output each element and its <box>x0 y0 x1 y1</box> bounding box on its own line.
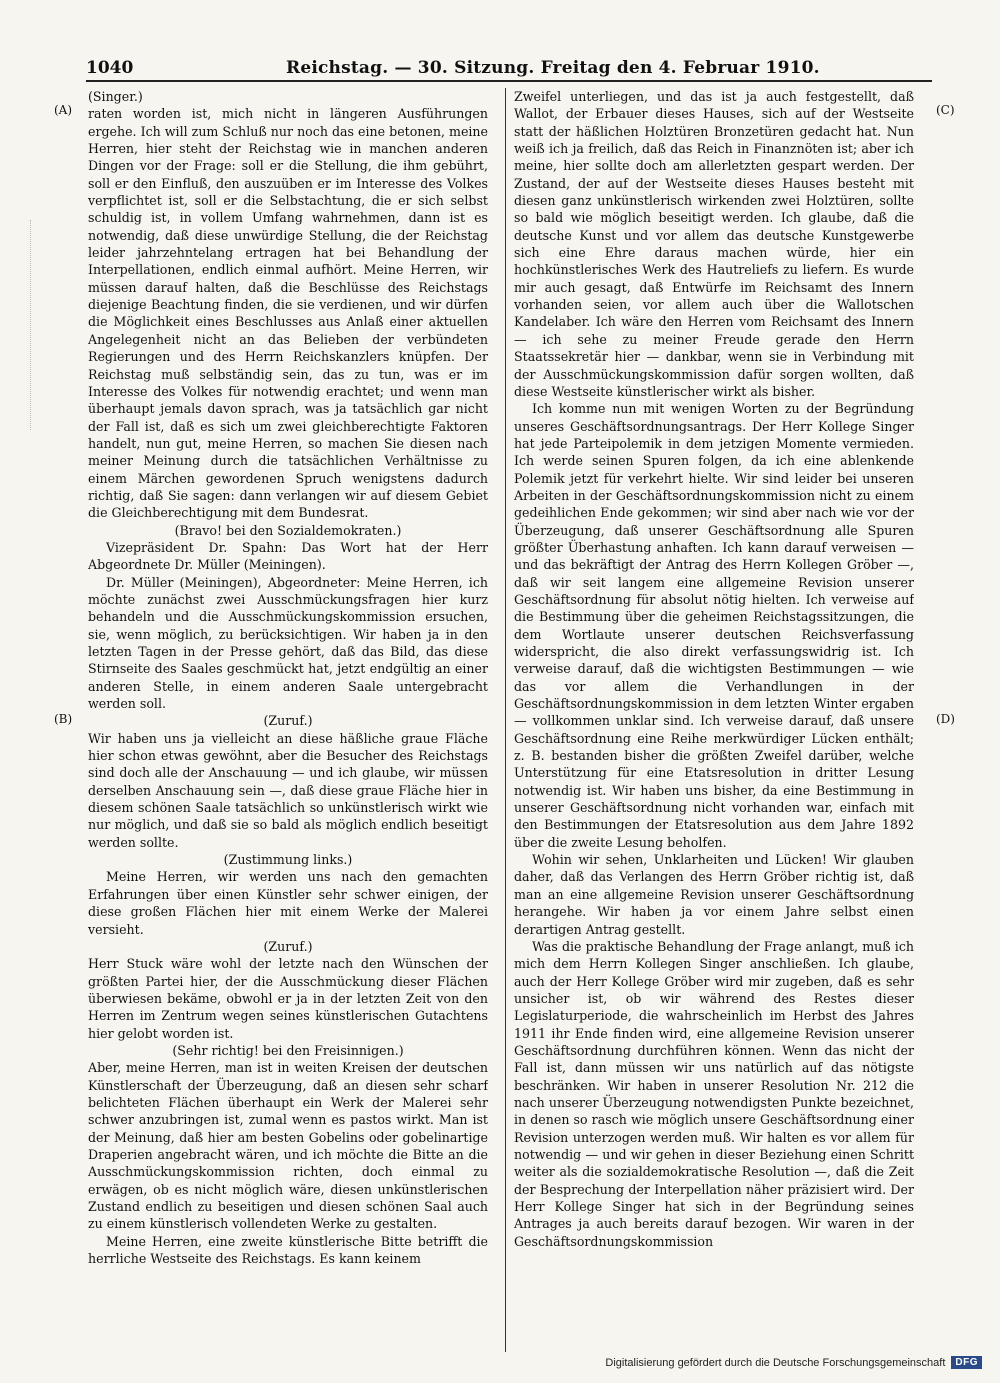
right-column <box>514 88 914 1353</box>
paragraph: Aber, meine Herren, man ist in weiten Kreisen der deutschen Künstlerschaft der Überzeugung, daß an diesen sehr scharf belichteten Flächen überhaupt ein Werk der Malerei sehr schwer anzubringen ist, zumal wenn es pastos wirkt. Man ist der Meinung, daß hier am besten Gobelins oder gobelinartige Draperien angebracht wären, und ich möchte die Bitte an die Ausschmückungskommission richten, doch einmal zu erwägen, ob es nicht möglich wäre, diesen unkünstlerischen Zustand endlich zu beseitigen und diesen schönen Saal auch zu einem künstlerisch vollendeten Werke zu gestalten. <box>88 1060 488 1232</box>
interjection: (Sehr richtig! bei den Freisinnigen.) <box>172 1042 404 1058</box>
paragraph: Meine Herren, eine zweite künstlerische Bitte betrifft die herrliche Westseite des Reichstags. Es kann keinem <box>88 1233 488 1267</box>
left-column <box>88 88 488 1353</box>
paragraph: Meine Herren, wir werden uns nach den gemachten Erfahrungen über einen Künstler sehr schwer einigen, der diese großen Flächen hier mit einem Werke der Malerei versieht. <box>88 869 488 937</box>
paragraph: Ich komme nun mit wenigen Worten zu der Begründung unseres Geschäftsordnungsantrags. Der Herr Kollege Singer hat jede Parteipolemik in dem jetzigen Momente vermieden. Ich werde seinen Spuren folgen, da ich eine ablenkende Polemik jetzt für verkehrt hielte. Wir sind leider bei unseren Arbeiten in der Geschäftsordnungskommission nicht zu einem gedeihlichen Ende gekommen; wir sind aber nach wie vor der Überzeugung, daß unserer Geschäftsordnung alle Spuren größter Überhastung anhaften. Ich kann darauf verweisen — und das bekräftigt der Antrag des Herrn Kollegen Gröber —, daß wir seit langem eine allgemeine Revision unserer Geschäftsordnung für absolut nötig hielten. Ich verweise auf die Bestimmung über die geheimen Reichstagssitzungen, die dem Wortlaute unserer deutschen Reichsverfassung widerspricht, die also direkt verfassungswidrig ist. Ich verweise darauf, daß die wichtigsten Bestimmungen — wie das vor allem die Verhandlungen in der Geschäftsordnungskommission in dem letzten Winter ergaben — vollkommen unklar sind. Ich verweise darauf, daß unsere Geschäftsordnung eine Reihe merkwürdiger Lücken enthält; z. B. bestanden bisher die größten Zweifel darüber, welche Unterstützung für eine Etatsresolution in dritter Lesung notwendig ist. Wir haben uns bisher, da eine Bestimmung in unserer Geschäftsordnung nicht vorhanden war, einfach mit den Bestimmungen der Etatsresolution aus dem Jahre 1892 über die zweite Lesung beholfen. <box>514 401 914 850</box>
margin-marker-d: (D) <box>936 712 955 726</box>
interjection: (Zustimmung links.) <box>223 852 353 868</box>
paragraph: Vizepräsident Dr. Spahn: Das Wort hat der Herr Abgeordnete Dr. Müller (Meiningen). <box>88 539 488 573</box>
interjection: (Zuruf.) <box>263 713 313 729</box>
margin-annotation-line <box>30 220 31 430</box>
speaker-tag: (Singer.) <box>88 89 143 104</box>
running-title: Reichstag. — 30. Sitzung. Freitag den 4. Februar 1910. <box>286 58 820 78</box>
footer <box>605 1356 982 1369</box>
interjection: (Bravo! bei den Sozialdemokraten.) <box>174 522 402 538</box>
paragraph: Zweifel unterliegen, und das ist ja auch festgestellt, daß Wallot, der Erbauer dieses Hauses, sich auf der Westseite statt der häßlichen Holztüren Bronzetüren gedacht hat. Nun weiß ich ja freilich, daß das Reich in Finanznöten ist; aber ich meine, hier sollte doch am allerletzten gespart werden. Der Zustand, der auf der Westseite dieses Hauses besteht mit diesen ganz unkünstlerisch wirkenden zwei Holztüren, sollte so bald wie möglich beseitigt werden. Ich glaube, daß die deutsche Kunst und vor allem das deutsche Kunstgewerbe sich eine Ehre daraus machen würde, hier ein hochkünstlerisches Werk des Hautreliefs zu liefern. Es wurde mir auch gesagt, daß Entwürfe im Reichsamt des Innern vorhanden seien, vor allem auch über die Wallotschen Kandelaber. Ich wäre den Herren vom Reichsamt des Innern — ich sehe zu meiner Freude gerade den Herrn Staatssekretär hier — dankbar, wenn sie in Verbindung mit der Ausschmückungskommission dafür sorgen wollten, daß diese Westseite künstlerischer wirkt als bisher. <box>514 89 914 399</box>
margin-marker-c: (C) <box>936 103 955 117</box>
interjection: (Zuruf.) <box>263 938 313 954</box>
paragraph: Dr. Müller (Meiningen), Abgeordneter: Meine Herren, ich möchte zunächst zwei Ausschmückungsfragen hier kurz behandeln und die Ausschmückungskommission ersuchen, sie, wenn möglich, zu berücksichtigen. Wir haben ja in den letzten Tagen in der Presse gehört, daß das Bild, das diese Stirnseite des Saales geschmückt hat, jetzt endgültig an einer anderen Stelle, in einem anderen Saale untergebracht werden soll. <box>88 574 488 712</box>
paragraph: raten worden ist, mich nicht in längeren Ausführungen ergehe. Ich will zum Schluß nur noch das eine betonen, meine Herren, hier steht der Reichstag wie in manchen anderen Dingen vor der Frage: soll er die Stellung, die ihm gebührt, soll er den Einfluß, den auszuüben er im Interesse des Volkes verpflichtet ist, soll er die Selbstachtung, die er sich selbst schuldig ist, in vollem Umfang wahrnehmen, dann ist es notwendig, daß diese unwürdige Stellung, die der Reichstag leider jahrzehntelang ertragen hat bei Behandlung der Interpellationen, endlich einmal aufhört. Meine Herren, wir müssen darauf halten, daß die Beschlüsse des Reichstags diejenige Beachtung finden, die sie verdienen, und wir dürfen die Möglichkeit eines Beschlusses aus Anlaß einer aktuellen Angelegenheit nicht an das Belieben der verbündeten Regierungen und des Herrn Reichskanzlers knüpfen. Der Reichstag muß selbständig sein, das zu tun, was er im Interesse des Volkes für notwendig erachtet; und wenn man überhaupt jemals davon sprach, was ja tatsächlich gar nicht der Fall ist, daß es sich um zwei gleichberechtigte Faktoren handelt, nun gut, meine Herren, so machen Sie diesen nach meiner Meinung durch die tatsächlichen Verhältnisse zu einem Märchen gewordenen Spruch wenigstens dadurch richtig, daß Sie sagen: dann verlangen wir auf diesem Gebiet die Gleichberechtigung mit dem Bundesrat. <box>88 106 488 521</box>
paragraph: Wohin wir sehen, Unklarheiten und Lücken! Wir glauben daher, daß das Verlangen des Herrn Gröber richtig ist, daß man an eine allgemeine Revision unserer Geschäftsordnung herangehe. Wir haben ja vor einem Jahre selbst einen derartigen Antrag gestellt. <box>514 852 914 937</box>
paragraph: Was die praktische Behandlung der Frage anlangt, muß ich mich dem Herrn Kollegen Singer anschließen. Ich glaube, auch der Herr Kollege Gröber wird mir zugeben, daß es sehr unsicher ist, ob wir während des Restes dieser Legislaturperiode, die wahrscheinlich im Herbst des Jahres 1911 ihr Ende finden wird, eine allgemeine Revision unserer Geschäftsordnung durchführen können. Wenn das nicht der Fall ist, dann müssen wir uns natürlich auf das nötigste beschränken. Wir haben in unserer Resolution Nr. 212 die nach unserer Überzeugung notwendigsten Punkte bezeichnet, in denen so rasch wie möglich unsere Geschäftsordnung einer Revision unterzogen werden muß. Wir halten es vor allem für notwendig — und wir gehen in dieser Beziehung einen Schritt weiter als die sozialdemokratische Resolution —, daß die Zeit der Besprechung der Interpellation näher präzisiert wird. Der Herr Kollege Singer hat sich in der Begründung seines Antrages ja auch bereits darauf bezogen. Wir waren in der Geschäftsordnungskommission <box>514 938 914 1249</box>
paragraph: Wir haben uns ja vielleicht an diese häßliche graue Fläche hier schon etwas gewöhnt, aber die Besucher des Reichstags sind doch alle der Anschauung — und ich glaube, wir müssen derselben Anschauung sein —, daß diese graue Fläche hier in diesem schönen Saale tatsächlich so unkünstlerisch wirkt wie nur möglich, und daß sie so bald als möglich endlich beseitigt werden sollte. <box>88 730 488 850</box>
margin-marker-b: (B) <box>54 712 73 726</box>
paragraph: Herr Stuck wäre wohl der letzte nach den Wünschen der größten Partei hier, der die Ausschmückung dieser Flächen überwiesen bekäme, obwohl er ja in der letzten Zeit von den Herren im Zentrum wegen seines künstlerischen Gutachtens hier gelobt worden ist. <box>88 956 488 1041</box>
column-divider <box>505 88 506 1352</box>
dfg-logo: DFG <box>951 1356 982 1369</box>
footer-credit: Digitalisierung gefördert durch die Deutsche Forschungsgemeinschaft <box>605 1356 946 1369</box>
margin-marker-a: (A) <box>54 103 73 117</box>
header-rule <box>86 80 932 82</box>
page-header <box>86 56 932 82</box>
page-number: 1040 <box>86 58 134 78</box>
